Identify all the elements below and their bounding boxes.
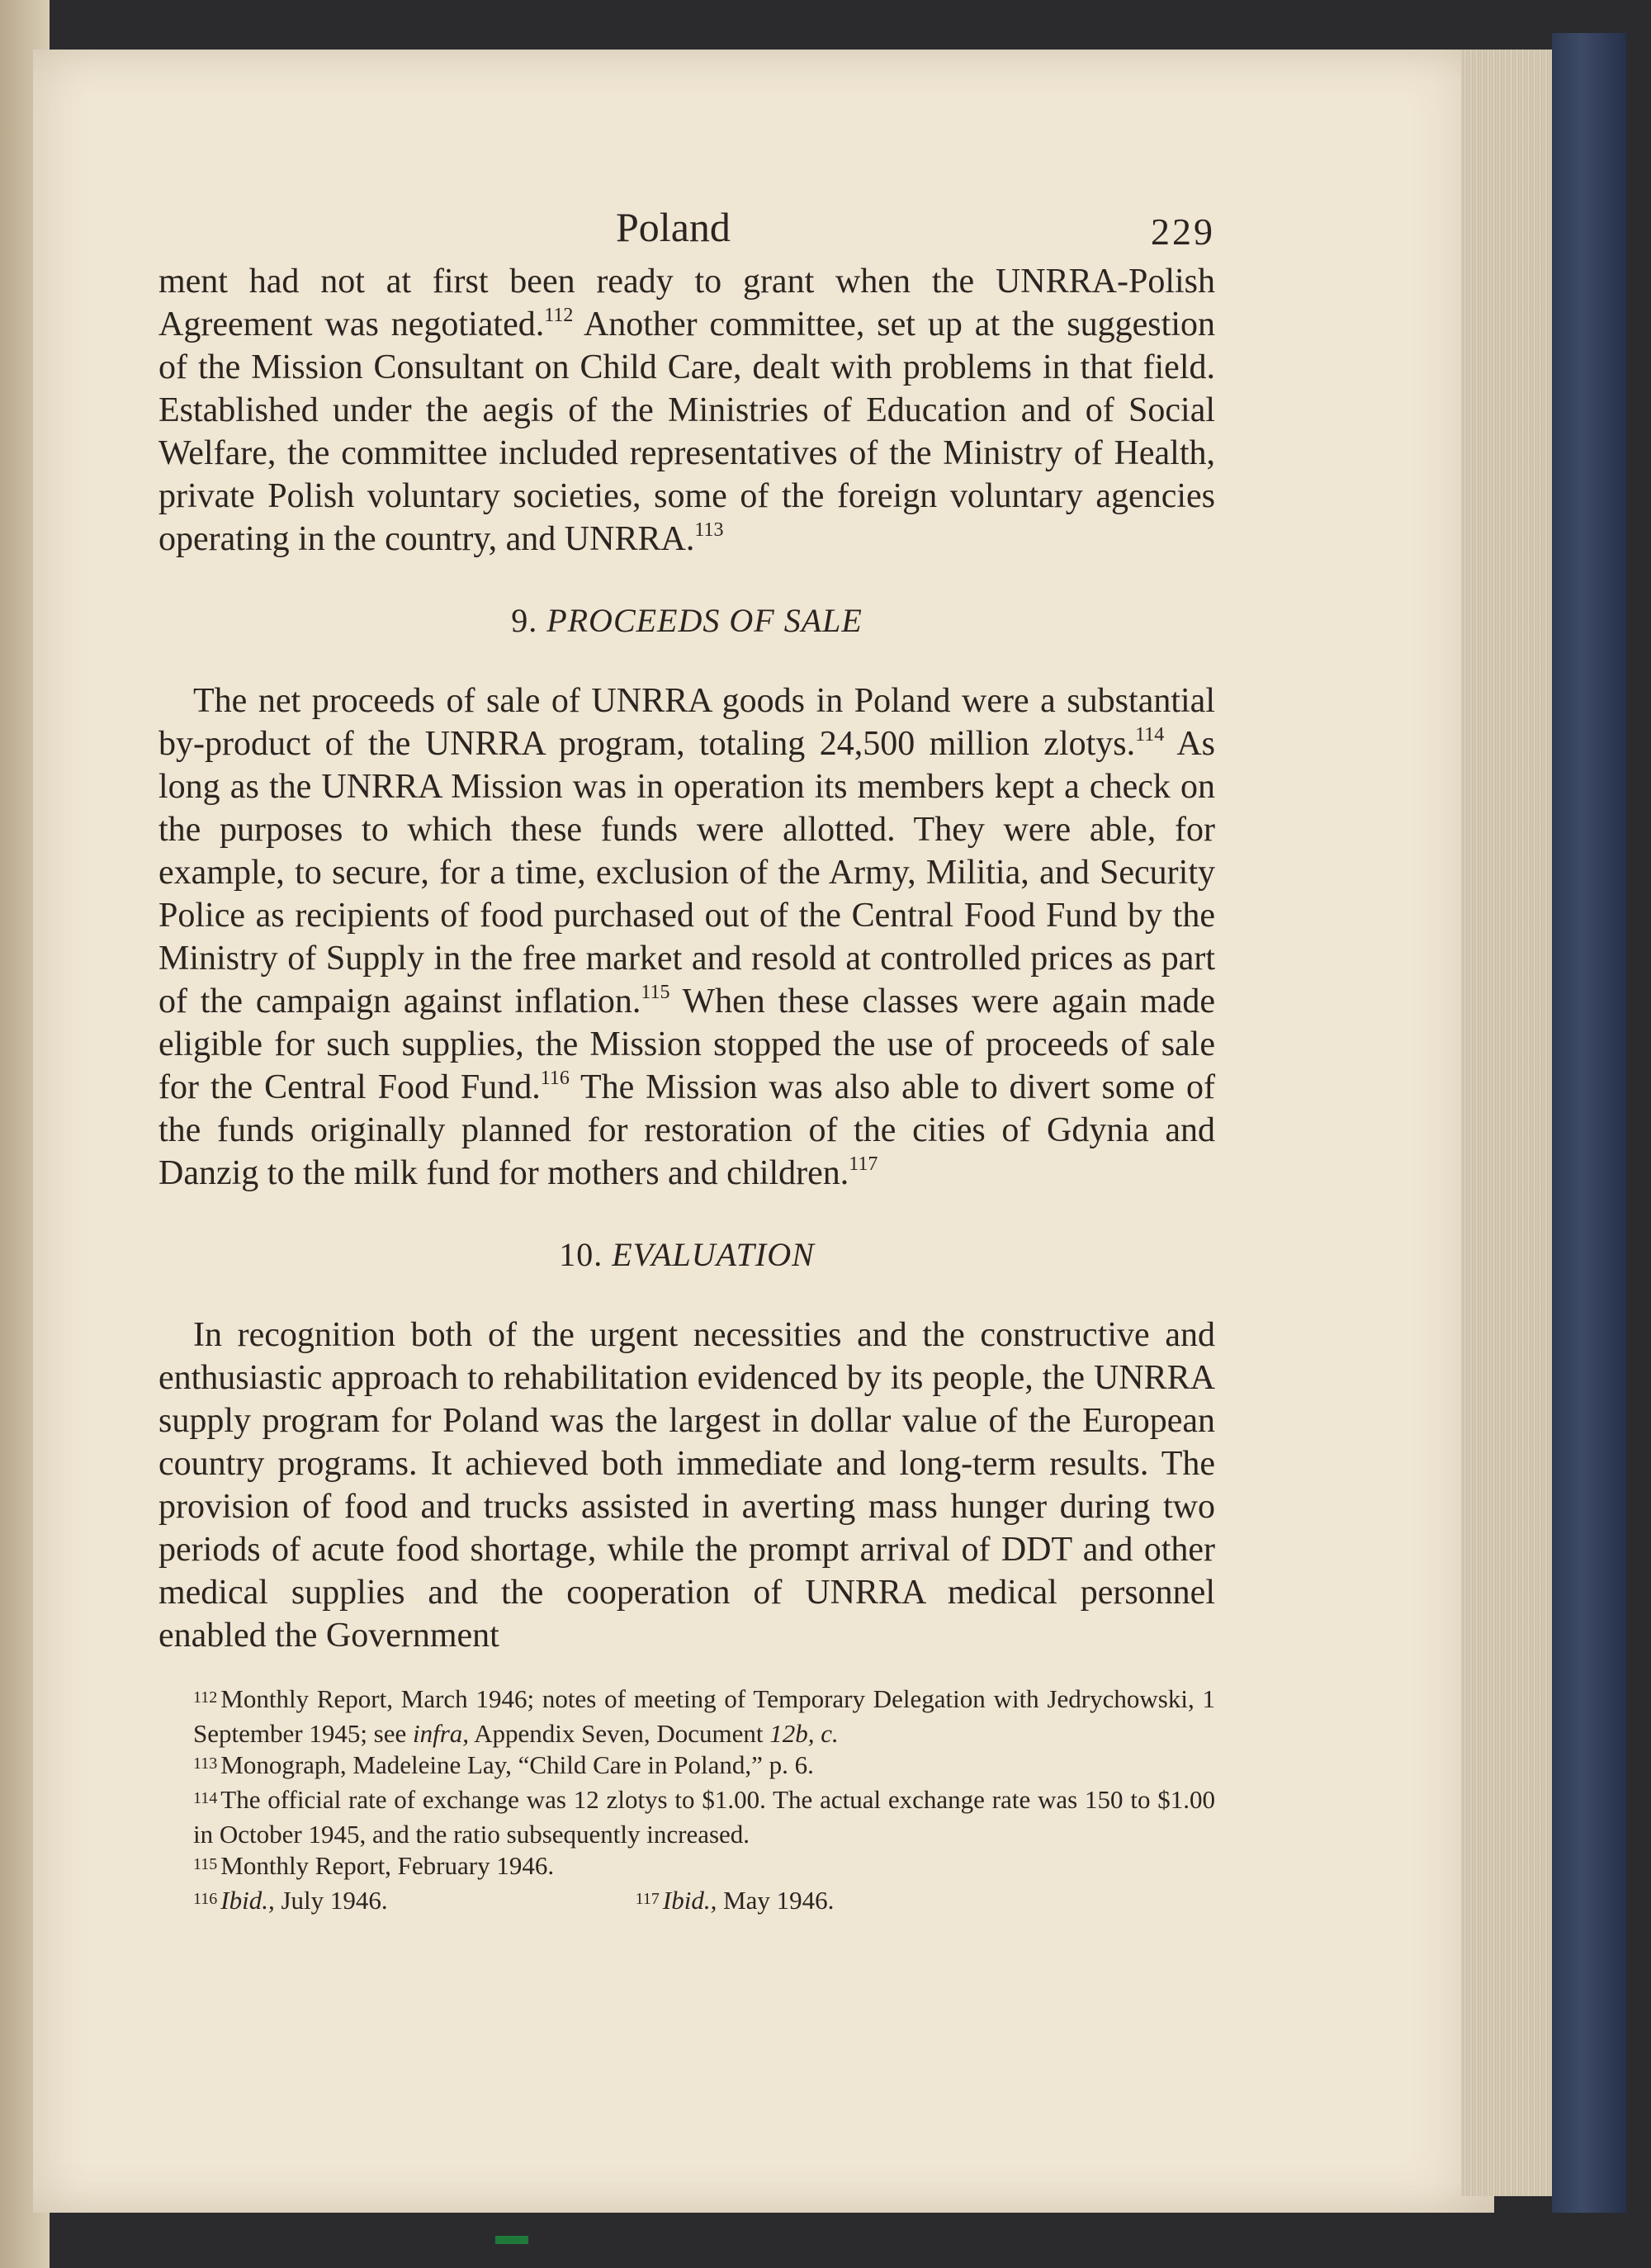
footnote-text: The official rate of exchange was 12 zlotys to $1.00. The actual exchange rate was 150 to $1.00 in October 1945, and the ratio subsequently increased. [193,1785,1215,1849]
paragraph-text: Another committee, set up at the suggestion of the Mission Consultant on Child Care, dealt with problems in that field. Established under the aegis of the Ministries of Education and of Social Welfare, the committee included representatives of the Ministry of Health, private Polish voluntary societies, some of the foreign voluntary agencies operating in the country, and UNRRA. [158,305,1215,558]
footnote-116 [158,1885,388,1920]
footnote-row [158,1885,1215,1920]
footnote-number: 114 [193,1789,218,1807]
footnote-ref[interactable]: 112 [544,305,574,326]
footnote-number: 115 [193,1855,218,1873]
footnote-italic: Ibid., [662,1886,717,1915]
paragraph-text: The net proceeds of sale of UNRRA goods in Poland were a substantial by-product of the UNRRA program, totaling 24,500 million zlotys. [158,682,1215,763]
section-title: EVALUATION [612,1236,815,1273]
paragraph-continued [158,260,1215,561]
footnote-text: Monthly Report, February 1946. [220,1851,555,1880]
section-title: PROCEEDS OF SALE [546,602,863,639]
page-edges [1461,50,1552,2196]
footnote-text: Monthly Report, March 1946; notes of meeting of Temporary Delegation with Jedrychowski, 1 September 1945; see [193,1684,1215,1748]
footnote-text: May 1946. [717,1886,835,1915]
footnotes [158,1683,1215,1920]
paragraph [158,679,1215,1195]
footnote-italic: infra, [413,1719,470,1748]
footnote-117 [636,1885,835,1920]
footnote-text: Appendix Seven, Document [469,1719,770,1748]
paragraph-text: As long as the UNRRA Mission was in operation its members kept a check on the purposes to which these funds were allotted. They were able, for example, to secure, for a time, exclusion of the Army, Militia, and Security Police as recipients of food purchased out of the Central Food Fund by the Ministry of Supply in the free market and resold at controlled prices as part of the campaign against inflation. [158,725,1215,1020]
footnote-114 [158,1784,1215,1850]
paragraph-text: When these classes were again made eligible for such supplies, the Mission stopped the use of proceeds of sale for the Central Food Fund. [158,982,1215,1106]
running-head-title: Poland [616,204,731,250]
footnote-number: 113 [193,1754,218,1773]
footnote-ref[interactable]: 113 [694,519,724,541]
footnote-text: Monograph, Madeleine Lay, “Child Care in Poland,” p. 6. [220,1750,814,1779]
footnote-ref[interactable]: 116 [540,1068,570,1089]
book-binding [1552,33,1626,2213]
footnote-ref[interactable]: 117 [849,1153,878,1175]
footnote-number: 117 [635,1890,660,1908]
section-heading-10 [158,1233,1215,1276]
footnote-italic: Ibid., [220,1886,275,1915]
paragraph-text: ment had not at first been ready to grant when the UNRRA-Polish Agreement was negotiated. [158,263,1215,343]
footnote-ref[interactable]: 115 [641,982,670,1003]
footnote-italic: 12b, c. [769,1719,839,1748]
section-number: 9. [511,602,538,639]
paragraph-text: The Mission was also able to divert some of the funds originally planned for restoration of the cities of Gdynia and Danzig to the milk fund for mothers and children. [158,1068,1215,1192]
footnote-112 [158,1683,1215,1750]
footnote-text: July 1946. [274,1886,388,1915]
footnote-number: 116 [193,1890,218,1908]
page-text [158,202,1215,1920]
section-heading-9 [158,599,1215,642]
footnote-number: 112 [193,1688,218,1707]
page-number: 229 [1151,211,1215,253]
footnote-ref[interactable]: 114 [1135,724,1165,746]
paragraph [158,1314,1215,1657]
scan-mark [495,2236,528,2244]
section-number: 10. [559,1236,603,1273]
running-head [158,202,1215,260]
paragraph-text: In recognition both of the urgent necessities and the constructive and enthusiastic approach to rehabilitation evidenced by its people, the UNRRA supply program for Poland was the largest in dollar value of the European country programs. It achieved both immediate and long-term results. The provision of food and trucks assisted in averting mass hunger during two periods of acute food shortage, while the prompt arrival of DDT and other medical supplies and the cooperation of UNRRA medical personnel enabled the Government [158,1316,1215,1655]
footnote-115 [158,1850,1215,1885]
footnote-113 [158,1750,1215,1784]
